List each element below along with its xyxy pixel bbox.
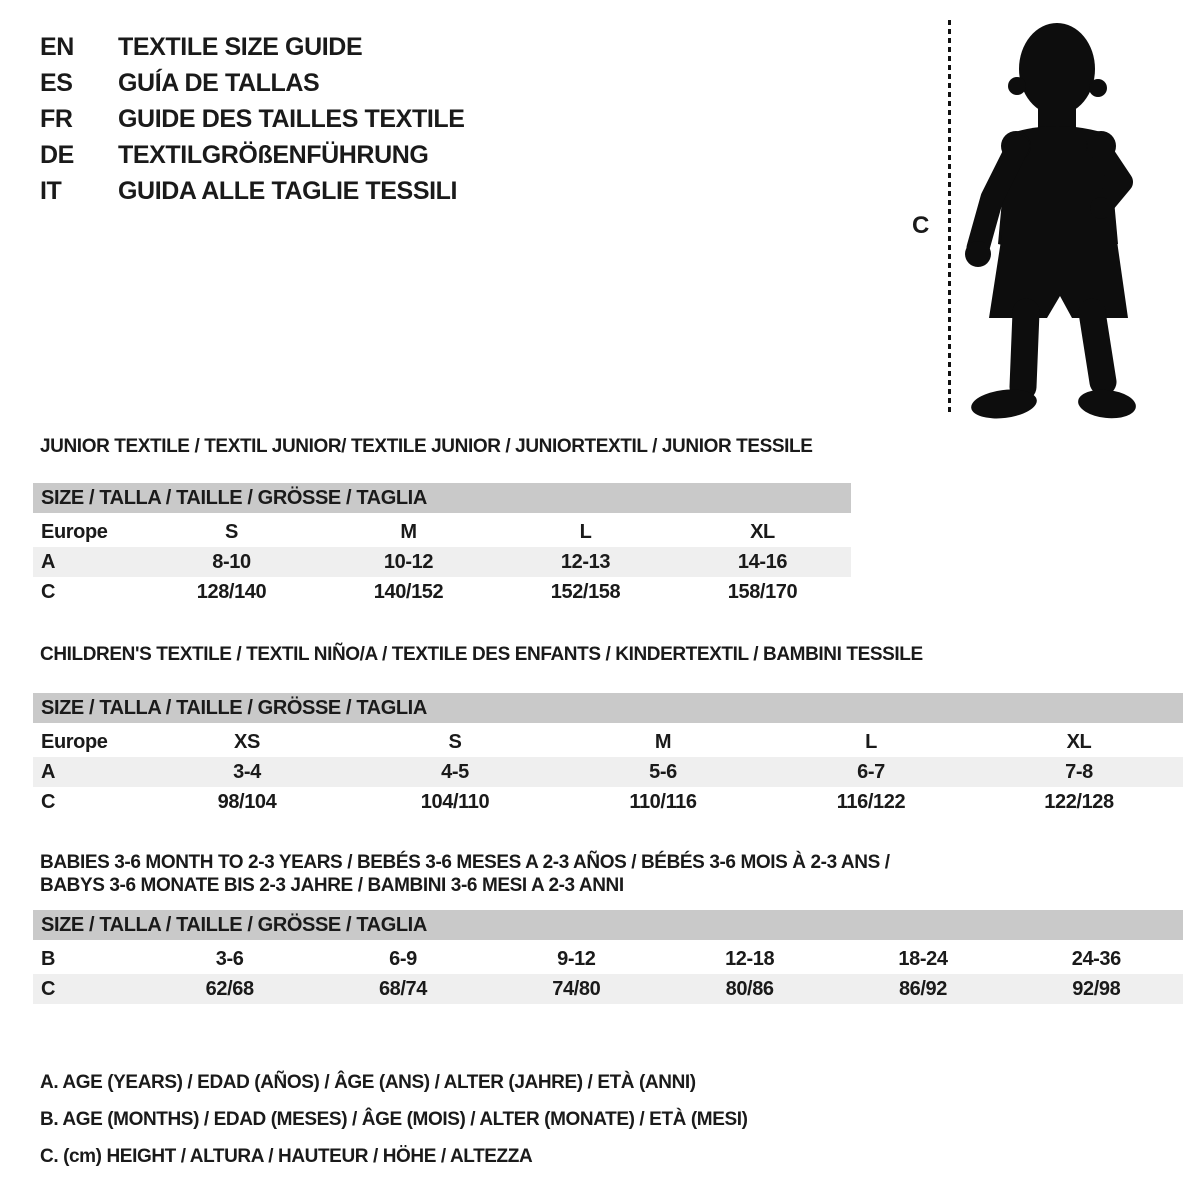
size-table-babies [33, 944, 1183, 1004]
lang-code: IT [40, 176, 62, 205]
guide-title: GUIDE DES TAILLES TEXTILE [118, 104, 465, 133]
section-children-textile [33, 643, 1183, 817]
legend-age-months: B. AGE (MONTHS) / EDAD (MESES) / ÂGE (MOIS) / ALTER (MONATE) / ETÀ (MESI) [40, 1109, 748, 1130]
size-table-children [33, 727, 1183, 817]
table-cell: 3-4 [233, 760, 261, 783]
table-cell: 9-12 [557, 947, 596, 970]
table-cell: S [225, 520, 238, 543]
table-cell: 152/158 [550, 580, 621, 603]
legend-height-cm: C. (cm) HEIGHT / ALTURA / HAUTEUR / HÖHE / ALTEZZA [40, 1146, 533, 1167]
guide-title: TEXTILGRÖßENFÜHRUNG [118, 140, 429, 169]
row-label: Europe [41, 520, 108, 543]
table-cell: 12-18 [725, 947, 775, 970]
table-cell: XL [750, 520, 775, 543]
lang-row-it [40, 173, 465, 209]
row-label: C [41, 790, 56, 813]
height-dotted-line [948, 20, 951, 416]
table-cell: 6-7 [857, 760, 885, 783]
lang-code: EN [40, 32, 74, 61]
row-label: A [41, 550, 56, 573]
lang-code: DE [40, 140, 74, 169]
size-header-bar: SIZE / TALLA / TAILLE / GRÖSSE / TAGLIA [33, 693, 1183, 723]
table-cell: XS [234, 730, 260, 753]
table-cell: S [448, 730, 462, 753]
table-cell: 18-24 [898, 947, 948, 970]
table-cell: XL [1066, 730, 1092, 753]
section-title: BABIES 3-6 MONTH TO 2-3 YEARS / BEBÉS 3-6 MESES A 2-3 AÑOS / BÉBÉS 3-6 MOIS À 2-3 ANS / [40, 852, 890, 873]
size-header-bar: SIZE / TALLA / TAILLE / GRÖSSE / TAGLIA [33, 483, 851, 513]
table-row [33, 757, 1183, 787]
legend [40, 1071, 748, 1182]
table-cell: 62/68 [205, 977, 254, 1000]
table-row [33, 577, 851, 607]
table-cell: 3-6 [215, 947, 244, 970]
table-row [33, 787, 1183, 817]
row-label: Europe [41, 730, 108, 753]
table-cell: 128/140 [196, 580, 267, 603]
table-cell: 24-36 [1071, 947, 1121, 970]
table-cell: L [579, 520, 592, 543]
lang-row-fr [40, 101, 465, 137]
table-cell: 8-10 [212, 550, 251, 573]
lang-code: FR [40, 104, 73, 133]
size-header-bar: SIZE / TALLA / TAILLE / GRÖSSE / TAGLIA [33, 910, 1183, 940]
row-label: A [41, 760, 56, 783]
table-cell: M [654, 730, 672, 753]
table-cell: 80/86 [725, 977, 774, 1000]
table-row [33, 517, 851, 547]
height-measure-label: C [912, 212, 929, 239]
lang-code: ES [40, 68, 73, 97]
table-cell: 68/74 [378, 977, 428, 1000]
table-cell: 158/170 [727, 580, 798, 603]
lang-row-de [40, 137, 465, 173]
section-title-line2: BABYS 3-6 MONATE BIS 2-3 JAHRE / BAMBINI 3-6 MESI A 2-3 ANNI [40, 875, 624, 896]
table-cell: L [865, 730, 877, 753]
row-label: C [41, 580, 56, 603]
table-cell: 14-16 [737, 550, 788, 573]
size-table-junior [33, 517, 851, 607]
table-cell: 10-12 [383, 550, 434, 573]
table-cell: 74/80 [552, 977, 601, 1000]
table-cell: 98/104 [217, 790, 277, 813]
table-cell: 4-5 [441, 760, 469, 783]
table-row [33, 944, 1183, 974]
row-label: C [41, 977, 56, 1000]
table-cell: 6-9 [389, 947, 417, 970]
lang-row-es [40, 65, 465, 101]
table-row [33, 547, 851, 577]
guide-title: GUÍA DE TALLAS [118, 68, 320, 97]
section-title: CHILDREN'S TEXTILE / TEXTIL NIÑO/A / TEXTILE DES ENFANTS / KINDERTEXTIL / BAMBINI TESSILE [40, 644, 923, 665]
table-cell: 122/128 [1044, 790, 1114, 813]
guide-title: GUIDA ALLE TAGLIE TESSILI [118, 176, 458, 205]
table-cell: 116/122 [836, 790, 906, 813]
guide-title: TEXTILE SIZE GUIDE [118, 32, 363, 61]
table-cell: M [400, 520, 417, 543]
row-label: B [41, 947, 56, 970]
table-row [33, 727, 1183, 757]
table-cell: 12-13 [560, 550, 611, 573]
section-title: JUNIOR TEXTILE / TEXTIL JUNIOR/ TEXTILE JUNIOR / JUNIORTEXTIL / JUNIOR TESSILE [40, 436, 813, 457]
table-cell: 5-6 [649, 760, 677, 783]
table-cell: 86/92 [898, 977, 947, 1000]
toddler-silhouette-icon [960, 12, 1160, 422]
section-babies-textile [33, 851, 1183, 1004]
lang-row-en [40, 29, 465, 65]
table-cell: 104/110 [420, 790, 490, 813]
table-cell: 140/152 [373, 580, 444, 603]
table-cell: 110/116 [629, 790, 697, 813]
table-row [33, 974, 1183, 1004]
table-cell: 92/98 [1072, 977, 1121, 1000]
legend-age-years: A. AGE (YEARS) / EDAD (AÑOS) / ÂGE (ANS) / ALTER (JAHRE) / ETÀ (ANNI) [40, 1072, 696, 1093]
table-cell: 7-8 [1065, 760, 1093, 783]
language-title-block [40, 29, 465, 209]
section-junior-textile [33, 435, 851, 607]
